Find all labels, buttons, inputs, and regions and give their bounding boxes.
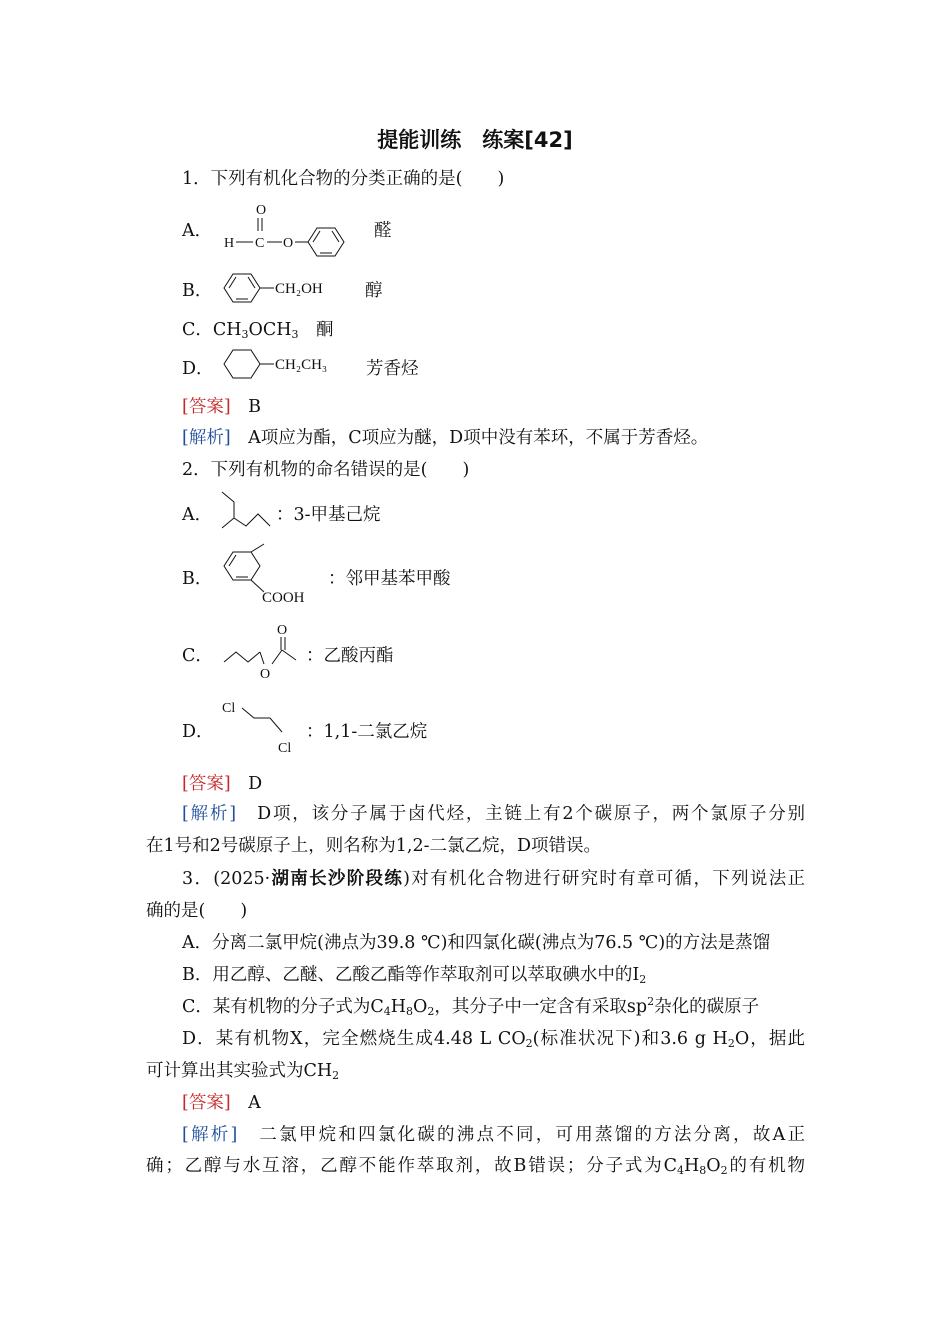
q2-c-atom-o-ester: O — [260, 667, 271, 682]
q3-analysis-line-2: 确；乙醇与水互溶，乙醇不能作萃取剂，故B错误；分子式为$C_4H_8O_2$的有机物 — [146, 1156, 806, 1177]
q1-option-a-type: 醛 — [374, 221, 392, 241]
q2-a-skeletal-structure — [220, 490, 280, 534]
q2-b-group-cooh: COOH — [262, 590, 305, 606]
q2-option-a-label: A． — [182, 505, 213, 525]
q1-option-c: C．$CH_3OCH_3$ 酮 — [182, 320, 334, 341]
q2-d-dichloroethane-structure — [222, 696, 312, 758]
q2-option-d-name: ：1,1-二氯乙烷 — [306, 722, 428, 742]
q3-option-d-line-1: D．某有机物X，完全燃烧生成4.48 L $CO_2$(标准状况下)和3.6 g $H_2O$，据此 — [182, 1029, 805, 1050]
q1-a-atom-c: C — [255, 236, 265, 251]
q2-d-atom-cl-1: Cl — [222, 701, 236, 716]
q3-option-b: B．用乙醇、乙醚、乙酸乙酯等作萃取剂可以萃取碘水中的$I_2$ — [182, 965, 647, 986]
q1-a-atom-o-ester: O — [283, 236, 294, 251]
q3-stem-line-1: 3．(2025·湖南长沙阶段练)对有机化合物进行研究时有章可循，下列说法正 — [182, 869, 806, 889]
q1-answer: [答案] B — [182, 397, 262, 417]
q2-analysis-line-2: 在1号和2号碳原子上，则名称为1,2-二氯乙烷，D项错误。 — [146, 836, 602, 856]
q1-b-benzyl-alcohol-structure — [220, 270, 370, 306]
q1-d-group-ethyl: CH₂CH₃ — [275, 357, 328, 373]
q3-option-d-line-2: 可计算出其实验式为$CH_2$ — [146, 1061, 340, 1082]
q1-a-formate-ester-structure — [222, 198, 352, 258]
q3-stem-line-2: 确的是( ) — [146, 901, 248, 921]
page-title: 提能训练 练案[42] — [377, 128, 573, 152]
q1-option-d-label: D． — [182, 359, 214, 379]
q2-answer: [答案] D — [182, 774, 263, 794]
q1-analysis: [解析] A项应为酯，C项应为醚，D项中没有苯环，不属于芳香烃。 — [182, 428, 709, 448]
q2-option-d-label: D． — [182, 722, 214, 742]
q1-b-group-ch2oh: CH₂OH — [275, 281, 323, 297]
q2-analysis-line-1: [解析] D项，该分子属于卤代烃，主链上有2个碳原子，两个氯原子分别 — [182, 804, 806, 824]
q3-answer: [答案] A — [182, 1093, 261, 1113]
q1-stem: 1．下列有机化合物的分类正确的是( ) — [182, 169, 505, 189]
q1-option-b-label: B． — [182, 281, 213, 301]
q1-d-ethylcyclohexane-structure — [220, 347, 370, 383]
q2-stem: 2．下列有机物的命名错误的是( ) — [182, 460, 470, 480]
q3-analysis-line-1: [解析] 二氯甲烷和四氯化碳的沸点不同，可用蒸馏的方法分离，故A正 — [182, 1125, 806, 1145]
q1-a-atom-h: H — [224, 236, 235, 251]
q1-option-d-type: 芳香烃 — [366, 359, 419, 379]
q2-option-b-name: ：邻甲基苯甲酸 — [328, 569, 451, 589]
q2-option-c-label: C． — [182, 646, 213, 666]
q3-option-a: A．分离二氯甲烷(沸点为39.8 ℃)和四氯化碳(沸点为76.5 ℃)的方法是蒸馏 — [182, 933, 771, 953]
q2-c-atom-o-carbonyl: O — [277, 623, 288, 638]
q2-option-c-name: ：乙酸丙酯 — [306, 646, 394, 666]
q2-option-b-label: B． — [182, 569, 213, 589]
q2-b-toluic-acid-structure — [220, 544, 330, 606]
q1-a-atom-o-top: O — [256, 203, 267, 218]
q3-option-c: C．某有机物的分子式为$C_4H_8O_2$，其分子中一定含有采取$sp^2$杂化的碳原子 — [182, 995, 760, 1018]
q1-option-a-label: A． — [182, 221, 213, 241]
q2-d-atom-cl-2: Cl — [278, 741, 292, 756]
q2-option-a-name: ：3-甲基己烷 — [276, 505, 381, 525]
q1-option-b-type: 醇 — [365, 281, 383, 301]
